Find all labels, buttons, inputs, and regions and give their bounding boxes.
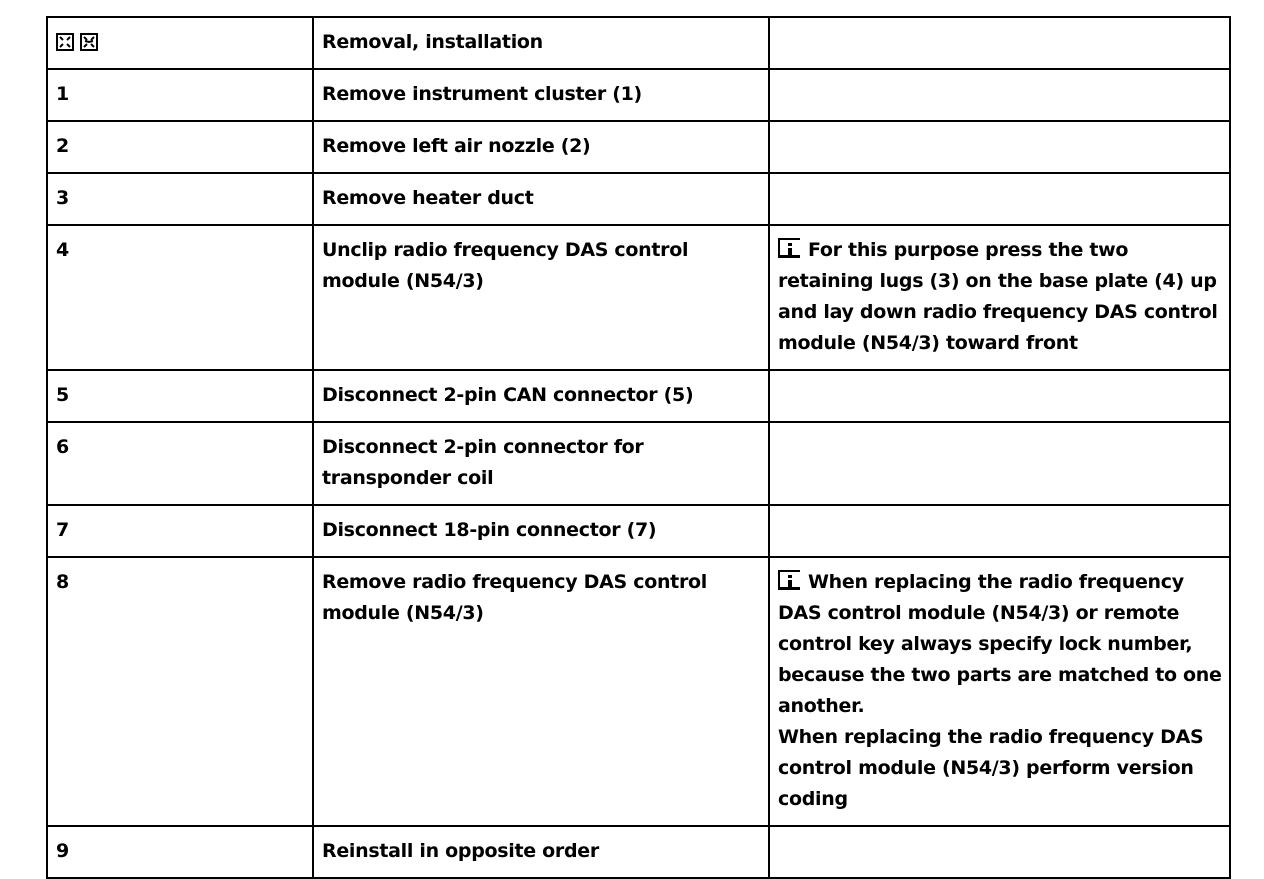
step-action: Remove heater duct (313, 173, 769, 225)
remove-icon (56, 33, 74, 51)
step-note (769, 422, 1230, 505)
note-line-text: When replacing the radio frequency DAS control module (N54/3) perform version coding (778, 726, 1204, 810)
header-empty-cell (769, 17, 1230, 69)
info-icon (778, 570, 800, 590)
step-action: Disconnect 2-pin CAN connector (5) (313, 370, 769, 422)
step-action: Remove radio frequency DAS control module (N54/3) (313, 557, 769, 826)
step-number: 1 (47, 69, 313, 121)
header-icons-cell (47, 17, 313, 69)
step-note (769, 370, 1230, 422)
step-action: Disconnect 18-pin connector (7) (313, 505, 769, 557)
step-note (769, 69, 1230, 121)
step-note (769, 121, 1230, 173)
step-number: 7 (47, 505, 313, 557)
table-row (47, 225, 1230, 370)
step-note (769, 225, 1230, 370)
step-number: 6 (47, 422, 313, 505)
note-line-text: When replacing the radio frequency DAS control module (N54/3) or remote control key always specify lock number, because the two parts are matched to one another. (778, 571, 1222, 717)
note-text (778, 235, 1223, 359)
table-row (47, 557, 1230, 826)
table-row (47, 121, 1230, 173)
table-row (47, 505, 1230, 557)
table-row (47, 826, 1230, 878)
step-number: 9 (47, 826, 313, 878)
step-number: 4 (47, 225, 313, 370)
step-note (769, 173, 1230, 225)
step-number: 2 (47, 121, 313, 173)
step-action: Remove left air nozzle (2) (313, 121, 769, 173)
step-number: 3 (47, 173, 313, 225)
step-number: 5 (47, 370, 313, 422)
info-icon (778, 238, 800, 258)
step-note (769, 505, 1230, 557)
step-number: 8 (47, 557, 313, 826)
step-action: Remove instrument cluster (1) (313, 69, 769, 121)
table-row (47, 173, 1230, 225)
step-action: Reinstall in opposite order (313, 826, 769, 878)
step-action: Disconnect 2-pin connector for transponder coil (313, 422, 769, 505)
note-text (778, 722, 1223, 815)
procedure-table (46, 16, 1231, 879)
note-line-text: For this purpose press the two retaining lugs (3) on the base plate (4) up and lay down radio frequency DAS control module (N54/3) toward front (778, 239, 1218, 354)
table-header-row (47, 17, 1230, 69)
header-title: Removal, installation (313, 17, 769, 69)
step-note (769, 557, 1230, 826)
table-row (47, 370, 1230, 422)
table-row (47, 422, 1230, 505)
note-text (778, 567, 1223, 722)
install-icon (80, 33, 98, 51)
table-row (47, 69, 1230, 121)
step-note (769, 826, 1230, 878)
step-action: Unclip radio frequency DAS control module (N54/3) (313, 225, 769, 370)
